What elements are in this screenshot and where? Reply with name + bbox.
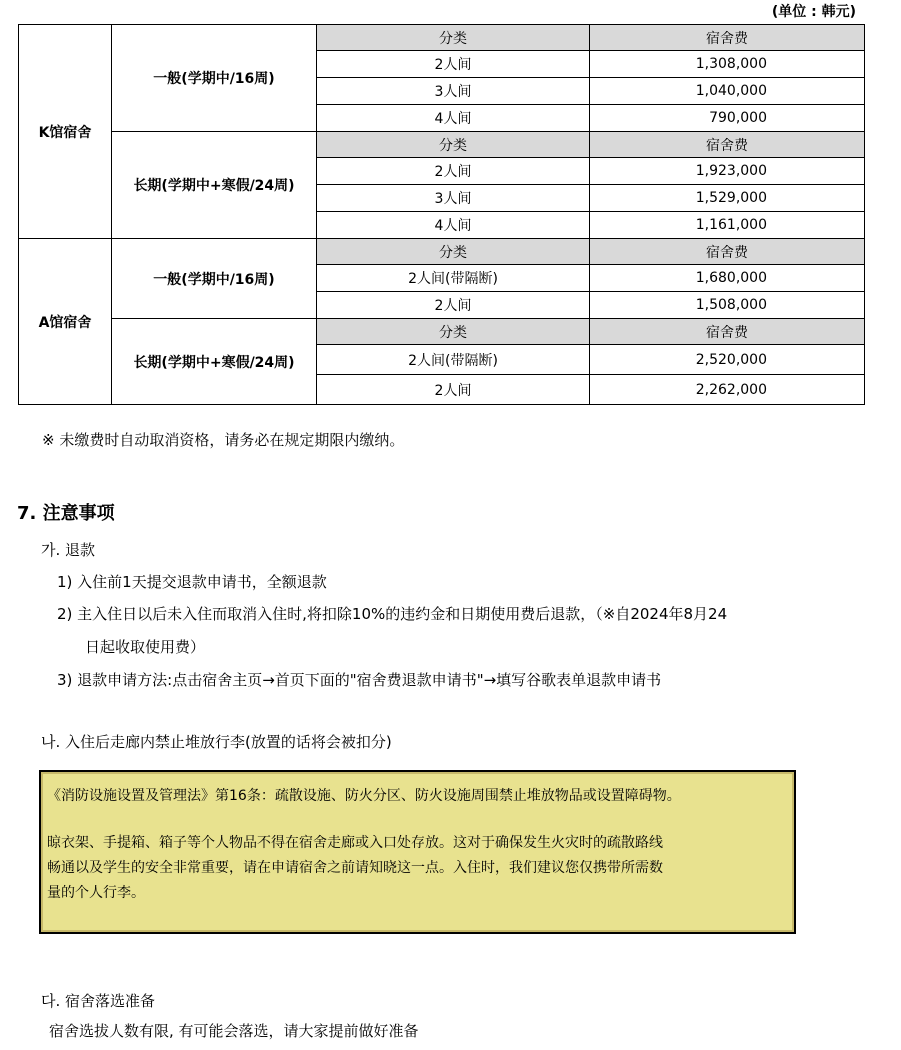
fee-value: 1,529,000	[590, 185, 865, 212]
plan-name: 长期(学期中+寒假/24周)	[112, 132, 317, 239]
plan-name: 一般(学期中/16周)	[112, 239, 317, 319]
room-type: 2人间	[317, 375, 590, 405]
header-fee: 宿舍费	[590, 132, 865, 158]
room-type: 2人间	[317, 292, 590, 319]
fee-value: 1,680,000	[590, 265, 865, 292]
room-type: 2人间	[317, 158, 590, 185]
plan-name: 长期(学期中+寒假/24周)	[112, 319, 317, 405]
fire-law-notice-box	[39, 770, 796, 934]
header-category: 分类	[317, 319, 590, 345]
room-type: 3人间	[317, 78, 590, 105]
fee-value: 2,262,000	[590, 375, 865, 405]
section-title: 7. 注意事项	[17, 503, 115, 524]
dormitory-fee-table	[18, 24, 865, 405]
fee-value: 1,508,000	[590, 292, 865, 319]
header-category: 分类	[317, 239, 590, 265]
notice-line: 量的个人行李。	[47, 885, 145, 901]
fire-law-text: 《消防设施设置及管理法》第16条：疏散设施、防火分区、防火设施周围禁止堆放物品或设置障碍物。	[47, 788, 681, 804]
selection-text: 宿舍选拔人数有限, 有可能会落选，请大家提前做好准备	[49, 1022, 419, 1040]
header-fee: 宿舍费	[590, 239, 865, 265]
room-type: 2人间(带隔断)	[317, 345, 590, 375]
refund-item-2-continued: 日起收取使用费）	[85, 638, 206, 656]
payment-note: ※ 未缴费时自动取消资格，请务必在规定期限内缴纳。	[42, 431, 405, 449]
header-category: 分类	[317, 132, 590, 158]
building-name: K馆宿舍	[19, 25, 112, 239]
selection-heading: 다. 宿舍落选准备	[41, 992, 156, 1010]
room-type: 4人间	[317, 212, 590, 239]
header-fee: 宿舍费	[590, 319, 865, 345]
fee-value: 1,308,000	[590, 51, 865, 78]
fee-value: 1,040,000	[590, 78, 865, 105]
header-fee: 宿舍费	[590, 25, 865, 51]
fee-value: 790,000	[590, 105, 865, 132]
notice-line: 畅通以及学生的安全非常重要，请在申请宿舍之前请知晓这一点。入住时，我们建议您仅携带所需数	[47, 860, 663, 876]
unit-label: (单位 : 韩元)	[771, 4, 856, 20]
refund-heading: 가. 退款	[41, 541, 96, 559]
room-type: 4人间	[317, 105, 590, 132]
room-type: 3人间	[317, 185, 590, 212]
building-name: A馆宿舍	[19, 239, 112, 405]
plan-name: 一般(学期中/16周)	[112, 25, 317, 132]
refund-item-3: 3) 退款申请方法:点击宿舍主页→首页下面的"宿舍费退款申请书"→填写谷歌表单退款申请书	[57, 671, 662, 689]
room-type: 2人间	[317, 51, 590, 78]
fee-value: 2,520,000	[590, 345, 865, 375]
notice-line: 晾衣架、手提箱、箱子等个人物品不得在宿舍走廊或入口处存放。这对于确保发生火灾时的疏散路线	[47, 835, 663, 851]
fee-value: 1,161,000	[590, 212, 865, 239]
fee-value: 1,923,000	[590, 158, 865, 185]
refund-item-2: 2) 主入住日以后未入住而取消入住时,将扣除10%的违约金和日期使用费后退款，（※自2024年8月24	[57, 605, 728, 623]
room-type: 2人间(带隔断)	[317, 265, 590, 292]
refund-item-1: 1) 入住前1天提交退款申请书，全额退款	[57, 573, 327, 591]
header-category: 分类	[317, 25, 590, 51]
hallway-heading: 나. 入住后走廊内禁止堆放行李(放置的话将会被扣分)	[41, 733, 392, 751]
